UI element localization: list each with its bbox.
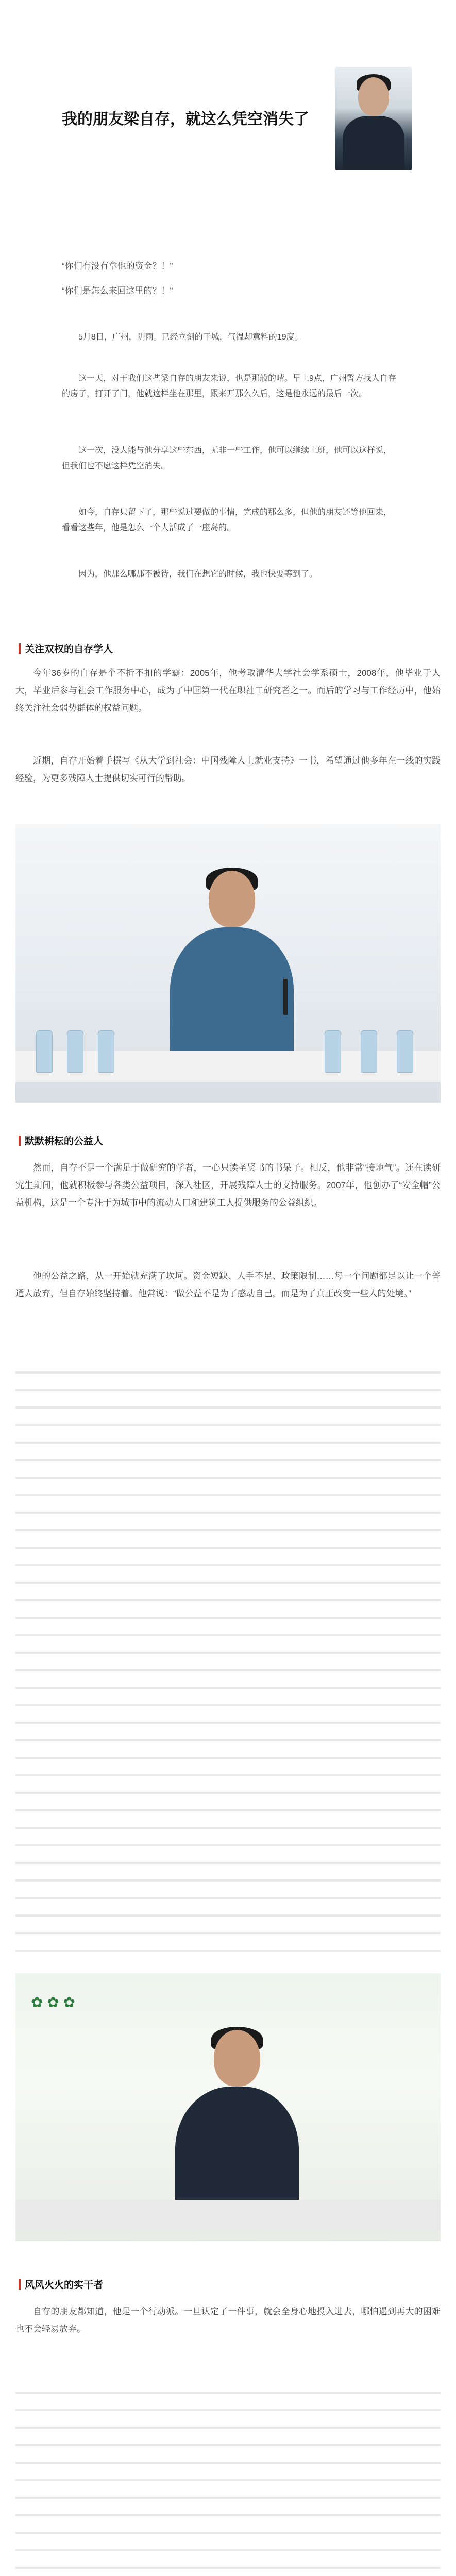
section-paragraph: 然而，自存不是一个满足于做研究的学者，一心只读圣贤书的书呆子。相反，他非常“接地气”。还在读研究生期间，他就积极参与各类公益项目，深入社区，开展残障人士的支持服务。2007年，他创办了“安全帽”公益机构，这是一个专注于为城市中的流动人口和建筑工人提供服务的公益组织。: [15, 1163, 441, 1208]
quote-line: “你们有没有拿他的资金？！”: [62, 261, 173, 271]
section-paragraph: 近期，自存开始着手撰写《从大学到社会：中国残障人士就业支持》一书，希望通过他多年在一线的实践经验，为更多残障人士提供切实可行的帮助。: [15, 756, 441, 783]
event-photo: [15, 1973, 441, 2241]
lecture-photo: [15, 824, 441, 1103]
water-bottle: [397, 1030, 413, 1073]
water-bottle: [325, 1030, 341, 1073]
quote-block: [62, 258, 392, 307]
hero-section: [0, 0, 456, 222]
section-paragraph: 他的公益之路，从一开始就充满了坎坷。资金短缺、人手不足、政策限制……每一个问题都足以让一个普通人放弃，但自存始终坚持着。他常说：“做公益不是为了感动自己，而是为了真正改变一些人的处境。”: [15, 1271, 441, 1298]
article-body-block: [15, 1360, 441, 1953]
intro-paragraph: 这一天，对于我们这些梁自存的朋友来说，也是那般的晴。早上9点，广州警方找人自存的房子，打开了门，他就这样坐在那里，跟来开那么久后，这是他永远的最后一次。: [62, 374, 396, 398]
section-marker: [19, 2279, 21, 2290]
portrait-photo: [335, 67, 412, 170]
section-paragraph: 今年36岁的自存是个不折不扣的学霸：2005年，他考取清华大学社会学系硕士，2008年，他毕业于人大，毕业后参与社会工作服务中心，成为了中国第一代在职社工研究者之一。而后的学习与工作经历中，他始终关注社会弱势群体的权益问题。: [15, 668, 441, 713]
water-bottle: [361, 1030, 377, 1073]
table: [15, 2200, 441, 2231]
intro-paragraph: 5月8日，广州，阴雨。已经立刻的干城，气温却意料的19度。: [78, 333, 303, 342]
water-bottle: [36, 1030, 53, 1073]
microphone: [283, 979, 288, 1015]
speaker-figure: [165, 871, 299, 1066]
section-heading: 风风火火的实干者: [15, 2277, 441, 2291]
section-heading: 关注双权的自存学人: [15, 641, 441, 655]
speaker-figure: [170, 2030, 304, 2226]
article-title: 我的朋友梁自存，就这么凭空消失了: [62, 111, 309, 128]
section-marker: [19, 1136, 21, 1146]
backdrop-decor: ✿ ✿ ✿: [31, 1994, 75, 2010]
section-paragraph: 自存的朋友都知道，他是一个行动派。一旦认定了一件事，就会全身心地投入进去，哪怕遇到再大的困难也不会轻易放弃。: [15, 2307, 441, 2334]
water-bottle: [98, 1030, 114, 1073]
intro-paragraph: 如今，自存只留下了，那些说过要做的事情，完成的那么多，但他的朋友还等他回来，看看这些年，他是怎么一个人活成了一座岛的。: [62, 508, 392, 532]
short-line: 因为，他那么哪那不被待，我们在想它的时候，我也快要等到了。: [78, 570, 318, 579]
article-body-block: [15, 2380, 441, 2576]
section-heading: 默默耕耘的公益人: [15, 1133, 441, 1147]
section-marker: [19, 643, 21, 654]
intro-paragraph: 这一次，没人能与他分享这些东西，无非一些工作，他可以继续上班，他可以这样说，但我们也不愿这样凭空消失。: [62, 446, 392, 470]
water-bottle: [67, 1030, 83, 1073]
quote-line: “你们是怎么来回这里的？！”: [62, 286, 173, 296]
